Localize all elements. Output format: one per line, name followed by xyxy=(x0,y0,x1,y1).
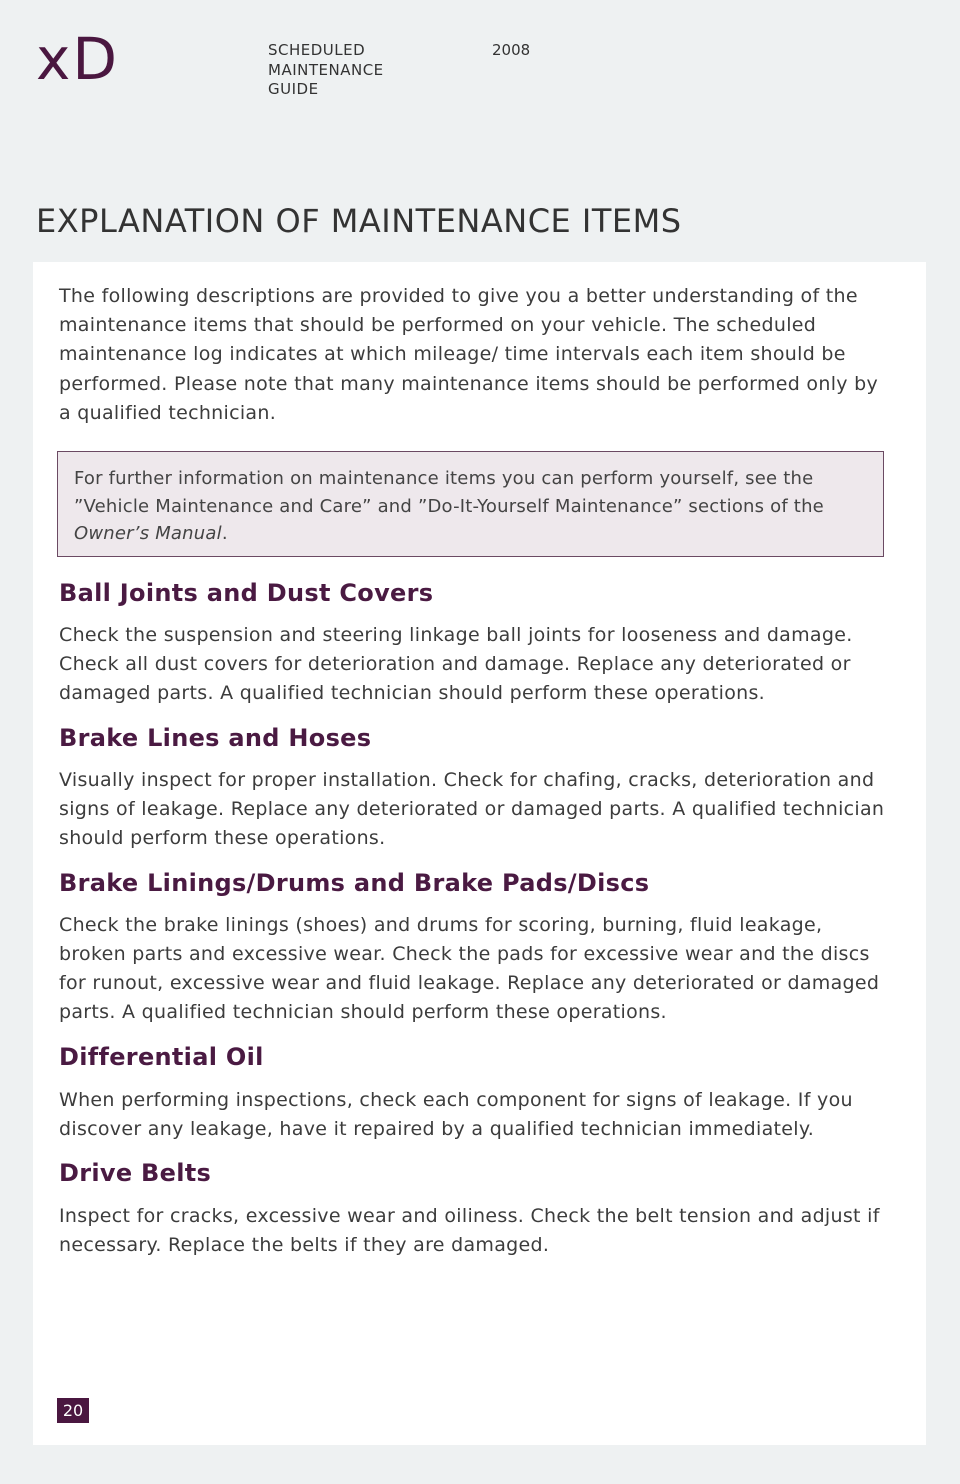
section-body-brake-linings: Check the brake linings (shoes) and drums for scoring, burning, fluid leakage, broken parts and excessive wear. Check the pads for excessive wear and the discs for runout, excessive wear and fluid leakage. Replace any deteriorated or damaged parts. A qualified technician should perform these operations. xyxy=(59,914,880,1023)
section-body-ball-joints: Check the suspension and steering linkage ball joints for looseness and damage. Check all dust covers for deterioration and damage. Replace any deteriorated or damaged parts. A qualified technician should perform these operations. xyxy=(59,624,853,704)
note-text: For further information on maintenance items you can perform yourself, see the ”Vehicle Maintenance and Care” and ”Do-It-Yourself Maintenance” sections of the xyxy=(74,468,824,517)
section-heading-drive-belts: Drive Belts xyxy=(59,1159,212,1187)
owners-manual-title: Owner’s Manual xyxy=(74,523,222,544)
brand-logo: xD xyxy=(36,25,119,93)
section-heading-ball-joints: Ball Joints and Dust Covers xyxy=(59,579,434,607)
section-heading-differential-oil: Differential Oil xyxy=(59,1043,264,1071)
info-note-box xyxy=(57,451,884,557)
guide-title-line: GUIDE xyxy=(268,80,319,98)
section-heading-brake-linings: Brake Linings/Drums and Brake Pads/Discs xyxy=(59,869,650,897)
guide-title xyxy=(268,41,384,100)
section-body-brake-lines: Visually inspect for proper installation. Check for chafing, cracks, deterioration and signs of leakage. Replace any deteriorated or damaged parts. A qualified technician should perform these operations. xyxy=(59,769,885,849)
content-panel xyxy=(33,262,926,1445)
model-year: 2008 xyxy=(492,41,531,59)
section-body-drive-belts: Inspect for cracks, excessive wear and oiliness. Check the belt tension and adjust if necessary. Replace the belts if they are damaged. xyxy=(59,1205,880,1256)
guide-title-line: MAINTENANCE xyxy=(268,60,384,79)
guide-title-line: SCHEDULED xyxy=(268,41,366,59)
intro-paragraph: The following descriptions are provided to give you a better understanding of the maintenance items that should be performed on your vehicle. The scheduled maintenance log indicates at which mileage/ time intervals each item should be performed. Please note that many maintenance items should be performed only by a qualified technician. xyxy=(59,285,879,424)
section-body-differential-oil: When performing inspections, check each component for signs of leakage. If you discover any leakage, have it repaired by a qualified technician immediately. xyxy=(59,1089,853,1140)
note-end: . xyxy=(221,523,228,544)
page-title: EXPLANATION OF MAINTENANCE ITEMS xyxy=(36,202,682,240)
page-number: 20 xyxy=(57,1398,89,1423)
section-heading-brake-lines: Brake Lines and Hoses xyxy=(59,724,372,752)
